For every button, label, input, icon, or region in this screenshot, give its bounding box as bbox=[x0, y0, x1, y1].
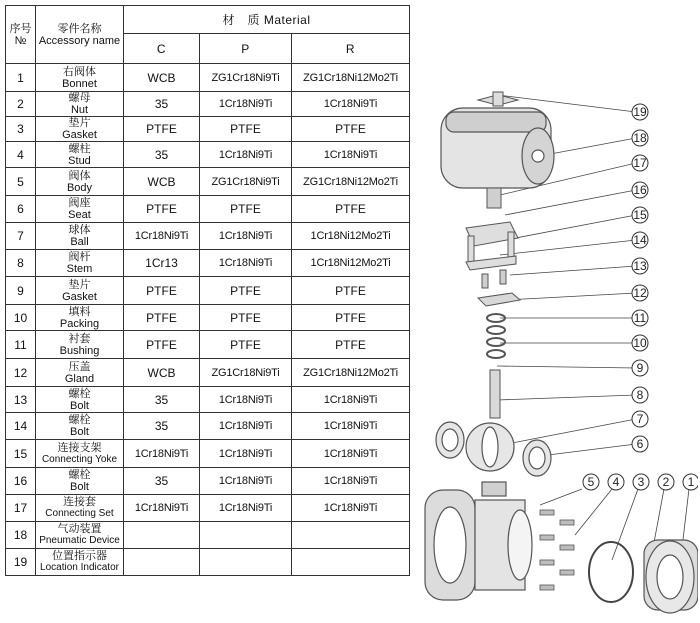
material-c: 35 bbox=[124, 413, 200, 440]
callout-marker bbox=[632, 411, 648, 427]
part-name-en: Ball bbox=[70, 236, 89, 248]
material-r bbox=[292, 522, 410, 549]
callout-label: 4 bbox=[612, 475, 620, 489]
callout-marker bbox=[632, 258, 648, 274]
callout-marker bbox=[632, 285, 648, 301]
part-name-en: Packing bbox=[59, 317, 100, 330]
callout-marker bbox=[658, 474, 674, 490]
table-row bbox=[6, 387, 410, 413]
callout-label: 15 bbox=[633, 208, 647, 222]
material-p: 1Cr18Ni9Ti bbox=[200, 223, 292, 250]
material-r: 1Cr18Ni12Mo2Ti bbox=[292, 223, 410, 250]
part-name-cn: 垫片 bbox=[68, 278, 91, 291]
callout-label: 11 bbox=[633, 311, 647, 325]
callout-label: 14 bbox=[633, 233, 647, 247]
part-name bbox=[36, 522, 124, 549]
row-number: 8 bbox=[6, 250, 36, 277]
header-material-r: R bbox=[292, 34, 410, 64]
part-name bbox=[36, 250, 124, 277]
header-name-en: Accessory name bbox=[38, 34, 121, 47]
header-name-cn: 零件名称 bbox=[57, 22, 102, 35]
row-number: 3 bbox=[6, 117, 36, 142]
callout-label: 18 bbox=[633, 131, 647, 145]
part-name-en: Pneumatic Device bbox=[39, 535, 120, 546]
material-r: PTFE bbox=[292, 196, 410, 223]
callout-marker bbox=[632, 436, 648, 452]
row-number: 16 bbox=[6, 468, 36, 495]
material-p: PTFE bbox=[200, 305, 292, 331]
row-number: 6 bbox=[6, 196, 36, 223]
material-p bbox=[200, 522, 292, 549]
material-r: ZG1Cr18Ni12Mo2Ti bbox=[292, 64, 410, 92]
part-name-en: Bonnet bbox=[62, 77, 97, 90]
part-name-en: Stud bbox=[68, 154, 91, 167]
material-r: 1Cr18Ni9Ti bbox=[292, 413, 410, 440]
material-c: PTFE bbox=[124, 331, 200, 359]
material-r: PTFE bbox=[292, 277, 410, 305]
row-number: 1 bbox=[6, 64, 36, 92]
part-name-en: Bolt bbox=[70, 481, 89, 493]
part-name-en: Bolt bbox=[70, 426, 89, 438]
row-number: 18 bbox=[6, 522, 36, 549]
material-c: WCB bbox=[124, 359, 200, 387]
material-r: PTFE bbox=[292, 305, 410, 331]
part-name-cn: 连接套 bbox=[63, 496, 96, 508]
callout-label: 1 bbox=[687, 475, 695, 489]
material-c: PTFE bbox=[124, 196, 200, 223]
callout-marker bbox=[632, 104, 648, 120]
part-name-cn: 压盖 bbox=[68, 360, 91, 373]
callout-label: 2 bbox=[662, 475, 670, 489]
material-c: PTFE bbox=[124, 305, 200, 331]
row-number: 17 bbox=[6, 495, 36, 522]
part-name bbox=[36, 331, 124, 359]
part-name-en: Connecting Set bbox=[45, 508, 114, 519]
material-c: 1Cr18Ni9Ti bbox=[124, 495, 200, 522]
row-number: 12 bbox=[6, 359, 36, 387]
part-name bbox=[36, 117, 124, 142]
part-name-cn: 螺栓 bbox=[68, 414, 91, 426]
part-name bbox=[36, 277, 124, 305]
table-row bbox=[6, 142, 410, 168]
part-name-en: Nut bbox=[70, 104, 89, 116]
material-p: PTFE bbox=[200, 196, 292, 223]
material-c: PTFE bbox=[124, 117, 200, 142]
part-name-en: Gasket bbox=[62, 290, 97, 303]
header-no-en: № bbox=[14, 34, 27, 47]
part-name-cn: 阀杆 bbox=[68, 251, 91, 263]
part-name-en: Gland bbox=[64, 372, 95, 385]
row-number: 2 bbox=[6, 92, 36, 117]
table-row bbox=[6, 359, 410, 387]
material-p: 1Cr18Ni9Ti bbox=[200, 387, 292, 413]
part-name bbox=[36, 168, 124, 196]
part-name-cn: 阀座 bbox=[68, 197, 91, 209]
callout-marker bbox=[632, 130, 648, 146]
part-name bbox=[36, 359, 124, 387]
row-number: 5 bbox=[6, 168, 36, 196]
material-p: 1Cr18Ni9Ti bbox=[200, 495, 292, 522]
row-number: 9 bbox=[6, 277, 36, 305]
table-row bbox=[6, 117, 410, 142]
table-row bbox=[6, 522, 410, 549]
callout-marker bbox=[632, 360, 648, 376]
material-r bbox=[292, 549, 410, 576]
part-name-cn: 螺母 bbox=[68, 92, 91, 104]
material-p: 1Cr18Ni9Ti bbox=[200, 142, 292, 168]
material-c: PTFE bbox=[124, 277, 200, 305]
callout-marker bbox=[683, 474, 698, 490]
material-r: ZG1Cr18Ni12Mo2Ti bbox=[292, 359, 410, 387]
material-r: 1Cr18Ni12Mo2Ti bbox=[292, 250, 410, 277]
part-name bbox=[36, 92, 124, 117]
table-row bbox=[6, 223, 410, 250]
table-row bbox=[6, 250, 410, 277]
part-name-cn: 螺栓 bbox=[68, 469, 91, 481]
material-r: 1Cr18Ni9Ti bbox=[292, 468, 410, 495]
material-p: 1Cr18Ni9Ti bbox=[200, 413, 292, 440]
header-no bbox=[6, 6, 36, 64]
part-name-en: Bushing bbox=[59, 344, 100, 357]
material-r: ZG1Cr18Ni12Mo2Ti bbox=[292, 168, 410, 196]
material-c: 1Cr18Ni9Ti bbox=[124, 440, 200, 468]
material-p: ZG1Cr18Ni9Ti bbox=[200, 168, 292, 196]
table-row bbox=[6, 440, 410, 468]
callout-marker bbox=[632, 335, 648, 351]
callout-label: 7 bbox=[636, 412, 644, 426]
part-name bbox=[36, 549, 124, 576]
callout-label: 6 bbox=[636, 437, 644, 451]
material-p: 1Cr18Ni9Ti bbox=[200, 440, 292, 468]
callout-label: 13 bbox=[633, 259, 647, 273]
material-r: PTFE bbox=[292, 117, 410, 142]
row-number: 19 bbox=[6, 549, 36, 576]
material-p: ZG1Cr18Ni9Ti bbox=[200, 64, 292, 92]
part-name bbox=[36, 468, 124, 495]
material-p: 1Cr18Ni9Ti bbox=[200, 468, 292, 495]
header-material-c: C bbox=[124, 34, 200, 64]
table-row bbox=[6, 331, 410, 359]
material-p: PTFE bbox=[200, 117, 292, 142]
material-r: 1Cr18Ni9Ti bbox=[292, 440, 410, 468]
table-row bbox=[6, 92, 410, 117]
callout-label: 19 bbox=[633, 105, 647, 119]
part-name-cn: 位置指示器 bbox=[52, 550, 107, 562]
callout-marker bbox=[632, 155, 648, 171]
part-name bbox=[36, 64, 124, 92]
callout-marker bbox=[633, 474, 649, 490]
callout-label: 10 bbox=[633, 336, 647, 350]
table-row bbox=[6, 196, 410, 223]
callout-marker bbox=[632, 387, 648, 403]
material-p: 1Cr18Ni9Ti bbox=[200, 92, 292, 117]
table-row bbox=[6, 64, 410, 92]
part-name-en: Seat bbox=[68, 209, 91, 221]
row-number: 10 bbox=[6, 305, 36, 331]
material-r: 1Cr18Ni9Ti bbox=[292, 387, 410, 413]
part-name bbox=[36, 387, 124, 413]
callout-marker bbox=[632, 182, 648, 198]
part-name bbox=[36, 142, 124, 168]
material-c: 1Cr18Ni9Ti bbox=[124, 223, 200, 250]
part-name-cn: 气动装置 bbox=[57, 523, 102, 535]
material-p: ZG1Cr18Ni9Ti bbox=[200, 359, 292, 387]
material-p: 1Cr18Ni9Ti bbox=[200, 250, 292, 277]
table-row bbox=[6, 277, 410, 305]
callout-label: 5 bbox=[587, 475, 595, 489]
part-name-cn: 螺柱 bbox=[68, 142, 91, 155]
table-row bbox=[6, 468, 410, 495]
part-name bbox=[36, 440, 124, 468]
callout-marker bbox=[632, 232, 648, 248]
part-name-en: Stem bbox=[66, 263, 93, 275]
material-p bbox=[200, 549, 292, 576]
header-material-p: P bbox=[200, 34, 292, 64]
material-r: 1Cr18Ni9Ti bbox=[292, 92, 410, 117]
part-name bbox=[36, 196, 124, 223]
part-name bbox=[36, 305, 124, 331]
material-p: PTFE bbox=[200, 331, 292, 359]
exploded-view-diagram bbox=[403, 90, 698, 620]
material-c bbox=[124, 549, 200, 576]
callout-label: 16 bbox=[633, 183, 647, 197]
row-number: 13 bbox=[6, 387, 36, 413]
material-r: 1Cr18Ni9Ti bbox=[292, 142, 410, 168]
material-c: WCB bbox=[124, 168, 200, 196]
material-c: WCB bbox=[124, 64, 200, 92]
header-no-cn: 序号 bbox=[9, 22, 32, 35]
part-name-cn: 阀体 bbox=[68, 169, 91, 182]
callout-label: 17 bbox=[633, 156, 647, 170]
part-name-en: Bolt bbox=[70, 399, 89, 412]
row-number: 7 bbox=[6, 223, 36, 250]
part-name-en: Gasket bbox=[62, 129, 97, 141]
part-name bbox=[36, 223, 124, 250]
callout-label: 12 bbox=[633, 286, 647, 300]
part-name-cn: 填料 bbox=[68, 305, 91, 318]
material-c: 35 bbox=[124, 92, 200, 117]
row-number: 4 bbox=[6, 142, 36, 168]
part-name-cn: 右阀体 bbox=[63, 65, 96, 78]
material-c: 35 bbox=[124, 142, 200, 168]
row-number: 14 bbox=[6, 413, 36, 440]
material-c: 35 bbox=[124, 468, 200, 495]
material-r: 1Cr18Ni9Ti bbox=[292, 495, 410, 522]
callout-marker bbox=[583, 474, 599, 490]
part-name bbox=[36, 495, 124, 522]
part-name-en: Body bbox=[66, 181, 93, 194]
table-row bbox=[6, 413, 410, 440]
callout-label: 8 bbox=[636, 388, 644, 402]
part-name-cn: 连接支架 bbox=[57, 441, 102, 454]
material-c: 35 bbox=[124, 387, 200, 413]
callout-label: 3 bbox=[637, 475, 645, 489]
callout-marker bbox=[608, 474, 624, 490]
table-row bbox=[6, 168, 410, 196]
callout-marker bbox=[632, 207, 648, 223]
callout-label: 9 bbox=[636, 361, 644, 375]
row-number: 15 bbox=[6, 440, 36, 468]
part-name-en: Location Indicator bbox=[40, 562, 119, 573]
part-name bbox=[36, 413, 124, 440]
table-row bbox=[6, 305, 410, 331]
material-r: PTFE bbox=[292, 331, 410, 359]
header-name bbox=[36, 6, 124, 64]
material-c: 1Cr13 bbox=[124, 250, 200, 277]
header-material: 材 质 Material bbox=[124, 6, 410, 34]
materials-table bbox=[5, 5, 410, 576]
table-row bbox=[6, 549, 410, 576]
row-number: 11 bbox=[6, 331, 36, 359]
table-row bbox=[6, 495, 410, 522]
part-name-cn: 衬套 bbox=[68, 332, 91, 345]
part-name-cn: 螺栓 bbox=[68, 387, 91, 400]
material-p: PTFE bbox=[200, 277, 292, 305]
part-name-cn: 球体 bbox=[68, 224, 91, 236]
part-name-en: Connecting Yoke bbox=[41, 453, 118, 465]
callout-marker bbox=[632, 310, 648, 326]
material-c bbox=[124, 522, 200, 549]
part-name-cn: 垫片 bbox=[68, 117, 91, 129]
